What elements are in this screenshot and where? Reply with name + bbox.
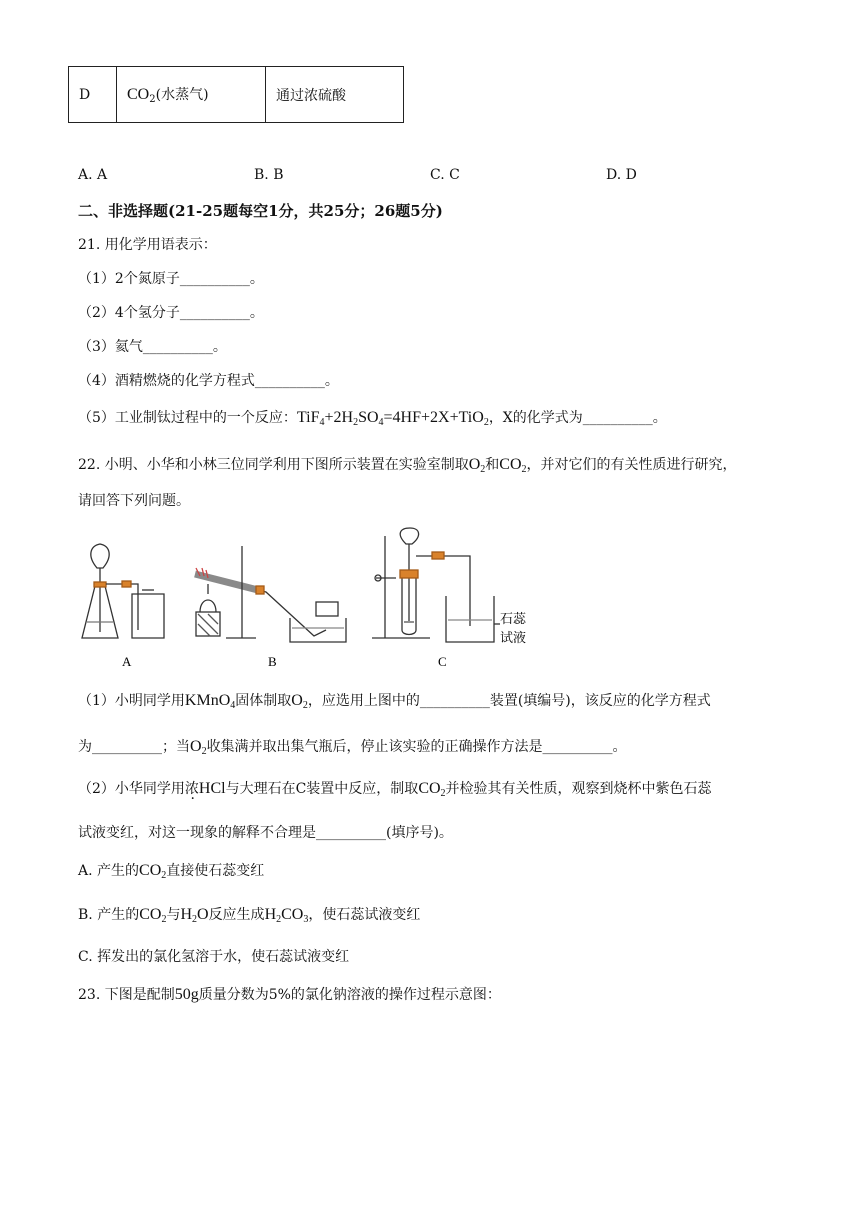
equation-tif4: $TiF_4+2H_2SO_4=4HF+2X+TiO_2$ <box>296 409 489 428</box>
table-cell-method: 通过浓硫酸 <box>266 67 404 123</box>
q22-part2-line2: 试液变红，对这一现象的解释不合理是__________(填序号)。 <box>78 825 453 841</box>
q21-part4: （4）酒精燃烧的化学方程式__________。 <box>78 373 339 389</box>
figure-label-a: A <box>122 654 132 669</box>
q22-option-b: B. 产生的$CO_2$与$H_2O$反应生成$H_2CO_3$，使石蕊试液变红 <box>78 906 421 925</box>
q22-part2: （2）小华同学用浓HCl与大理石在C装置中反应，制取$CO_2$并检验其有关性质，观察到烧杯中紫色石蕊 <box>78 780 712 799</box>
q22-part1: （1）小明同学用KMnO$_4$固体制取$O_2$，应选用上图中的__________装置(填编号)，该反应的化学方程式 <box>78 692 711 711</box>
q22-part1-line2: 为__________；当$O_2$收集满并取出集气瓶后，停止该实验的正确操作方法是__________。 <box>78 738 627 757</box>
q22-option-a: A. 产生的$CO_2$直接使石蕊变红 <box>78 862 265 881</box>
q22-option-c: C. 挥发出的氯化氢溶于水，使石蕊试液变红 <box>78 949 350 965</box>
table-row <box>69 67 404 123</box>
table-cell-label: D <box>69 67 117 123</box>
q22-stem-line2: 请回答下列问题。 <box>78 493 190 509</box>
q21-part2: （2）4个氢分子__________。 <box>78 305 264 321</box>
choice-d: D. D <box>606 167 637 183</box>
figure-label-b: B <box>268 654 277 669</box>
q21-part5: （5）工业制钛过程中的一个反应：$TiF_4+2H_2SO_4=4HF+2X+TiO_2$，X的化学式为__________。 <box>78 409 667 428</box>
q23-stem: 23. 下图是配制50g质量分数为5%的氯化钠溶液的操作过程示意图： <box>78 986 501 1003</box>
litmus-label-2: 试液 <box>500 631 527 646</box>
options-table <box>68 66 404 123</box>
choice-c: C. C <box>430 167 460 183</box>
q21-stem: 21. 用化学用语表示： <box>78 237 217 253</box>
choice-b: B. B <box>254 167 284 183</box>
q21-part3: （3）氦气__________。 <box>78 339 227 355</box>
q22-stem: 22. 小明、小华和小林三位同学利用下图所示装置在实验室制取$O_2$和$CO_2$，并对它们的有关性质进行研究， <box>78 456 737 475</box>
section-title: 二、非选择题(21-25题每空1分，共25分；26题5分) <box>78 202 443 220</box>
choice-a: A. A <box>78 167 108 183</box>
figure-label-c: C <box>438 654 447 669</box>
table-cell-substance: $CO_2$(水蒸气) <box>117 67 266 123</box>
litmus-label-1: 石蕊 <box>500 612 527 627</box>
apparatus-figure <box>70 526 540 672</box>
q21-part1: （1）2个氮原子__________。 <box>78 271 264 287</box>
